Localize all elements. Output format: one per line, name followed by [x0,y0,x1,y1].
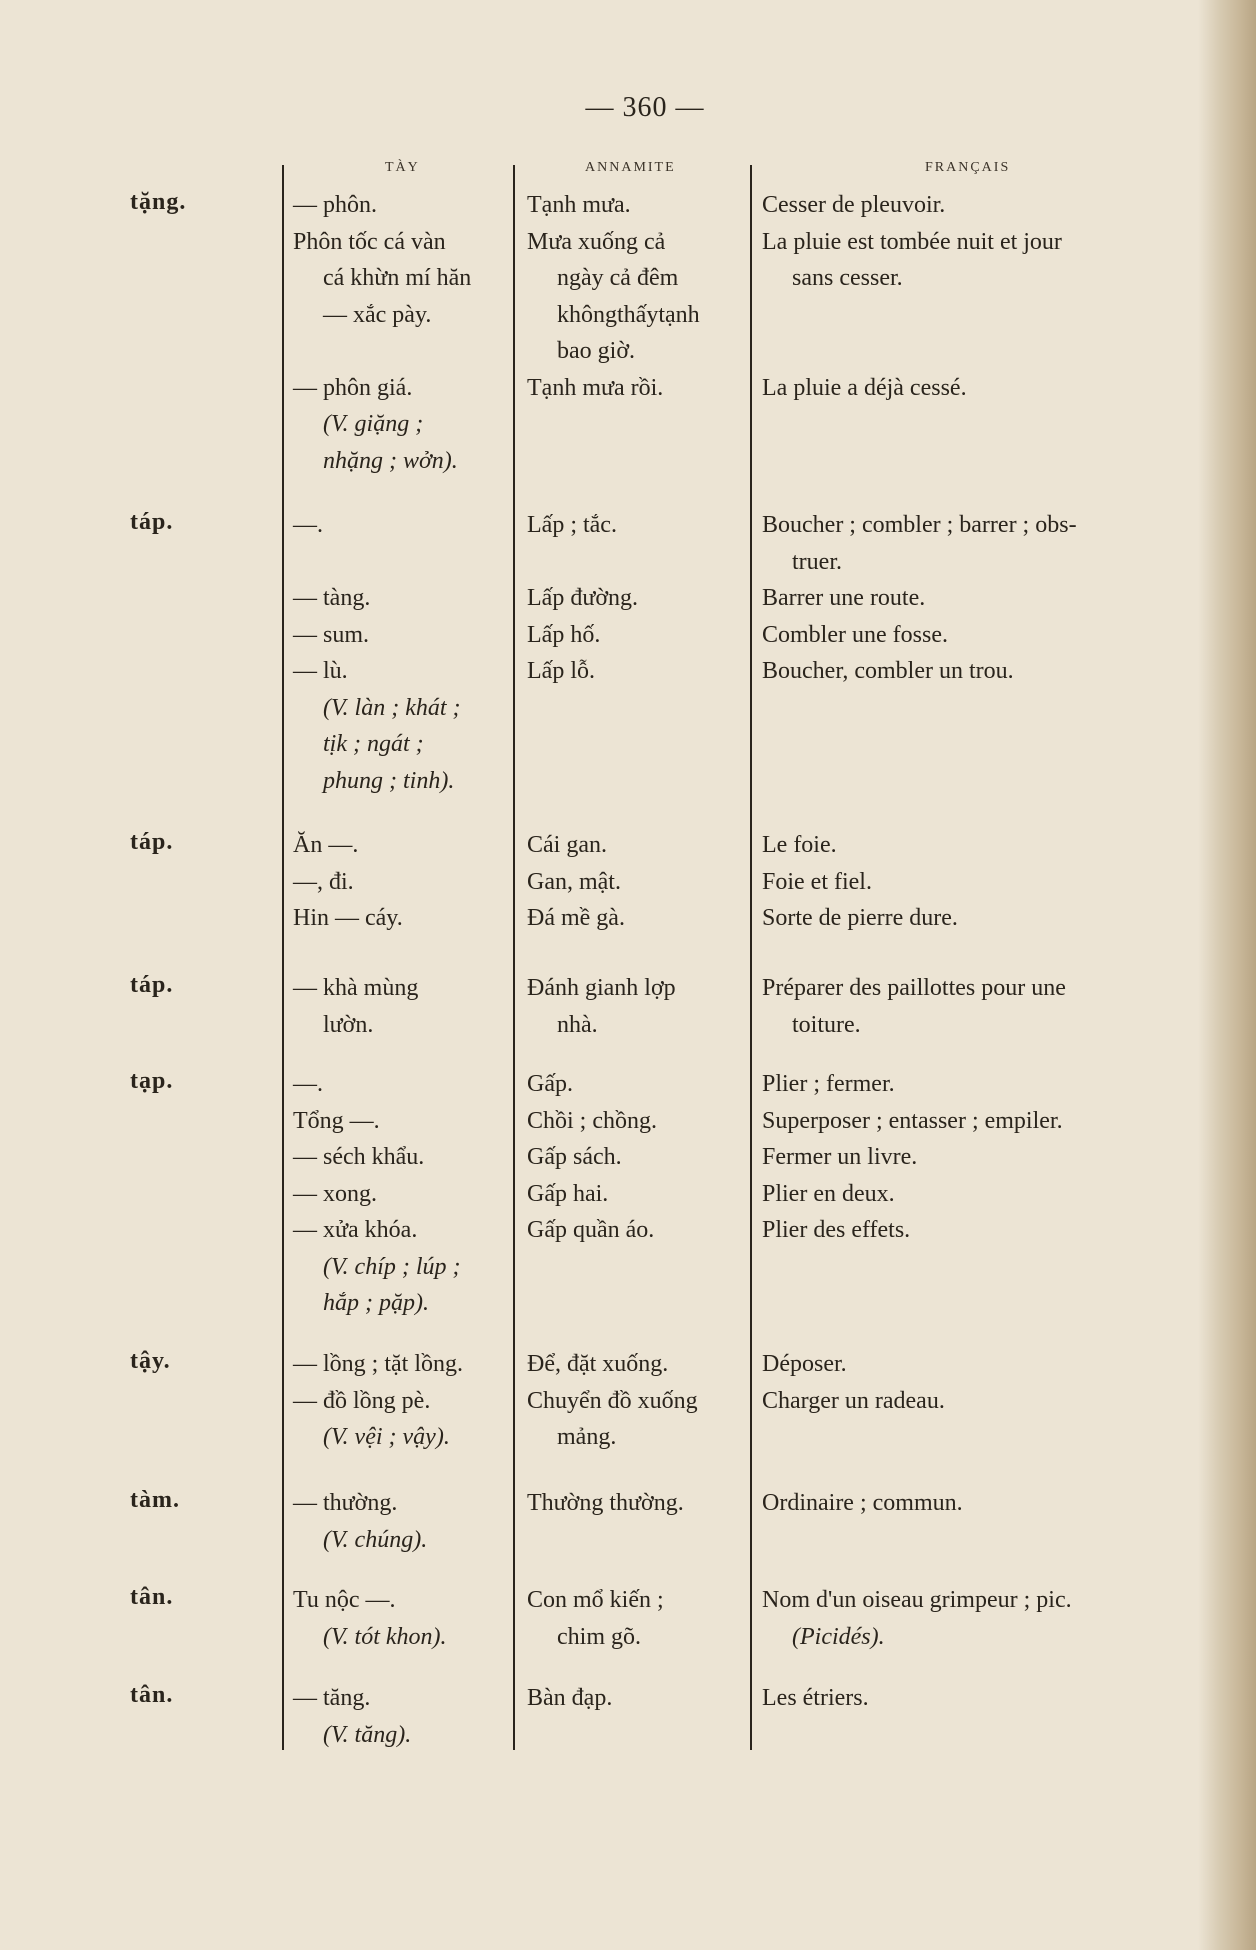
entry-headword: tạp. [130,1068,174,1094]
tay-line: — xửa khóa. [293,1217,418,1243]
tay-line: Hin — cáy. [293,905,403,931]
tay-cell [293,1066,505,1322]
annamite-line: Lấp hố. [527,621,601,648]
annamite-cell [527,970,745,1043]
annamite-cell [527,1680,745,1717]
francais-line: Plier ; fermer. [762,1071,895,1097]
tay-line: Tổng —. [293,1107,380,1134]
annamite-line [527,544,745,581]
tay-line: — tàng. [293,585,371,611]
francais-line: Superposer ; entasser ; empiler. [762,1107,1063,1134]
francais-cell [762,1582,1192,1655]
annamite-line: Gan, mật. [527,868,621,895]
francais-line: Ordinaire ; commun. [762,1490,963,1516]
francais-line [762,297,1192,334]
francais-cell [762,1066,1192,1249]
francais-cell [762,187,1192,406]
page-edge [1198,0,1256,1950]
annamite-cell [527,1346,745,1456]
tay-cell [293,970,505,1043]
entry-headword: tân. [130,1584,174,1610]
tay-line: Tu nộc —. [293,1587,396,1613]
entry-headword: tàm. [130,1487,180,1513]
tay-line: — xong. [293,1180,377,1207]
annamite-cell [527,507,745,690]
francais-line: Le foie. [762,832,837,858]
tay-see-also: (V. tăng). [323,1721,412,1748]
tay-see-also: (V. giặng ; [323,411,424,437]
entry-headword: tặng. [130,189,187,215]
tay-line: lườn. [323,1011,374,1038]
annamite-line: Đá mề gà. [527,905,625,931]
tay-line: — đồ lồng pè. [293,1387,431,1414]
francais-line: Boucher ; combler ; barrer ; obs- [762,512,1077,538]
column-header-annamite: ANNAMITE [585,160,676,175]
annamite-line: ngày cả đêm [557,265,679,291]
francais-line: Barrer une route. [762,585,926,611]
francais-line: La pluie a déjà cessé. [762,374,967,401]
entry-headword: táp. [130,829,174,855]
annamite-line: Lấp ; tắc. [527,512,617,538]
annamite-line: Chồi ; chồng. [527,1107,657,1134]
annamite-line: Gấp quần áo. [527,1217,655,1243]
francais-line: Combler une fosse. [762,621,948,648]
page-number: — 360 — [585,92,705,123]
tay-line: Phôn tốc cá vàn [293,228,446,255]
entry-headword: táp. [130,509,174,535]
tay-see-also: (V. làn ; khát ; [323,694,461,721]
entry-headword: tậy. [130,1348,171,1374]
tay-cell [293,1680,505,1753]
annamite-line: Để, đặt xuống. [527,1351,669,1377]
tay-cell [293,1485,505,1558]
francais-line: Plier en deux. [762,1180,895,1207]
annamite-line: Con mổ kiến ; [527,1587,664,1613]
francais-line: Les étriers. [762,1685,869,1711]
annamite-line: Thường thường. [527,1490,684,1516]
francais-line [762,333,1192,370]
francais-line: toiture. [792,1011,861,1038]
annamite-cell [527,1066,745,1249]
tay-line: — phôn. [293,192,377,218]
tay-see-also: (V. chíp ; lúp ; [323,1253,461,1280]
entry-headword: tân. [130,1682,174,1708]
annamite-line: Chuyển đồ xuống [527,1387,698,1414]
francais-line: Préparer des paillottes pour une [762,975,1066,1001]
tay-line: — tăng. [293,1685,371,1711]
tay-line: —, đi. [293,868,354,895]
column-divider-middle [513,165,515,1750]
francais-line: (Picidés). [792,1623,885,1650]
annamite-line: bao giờ. [557,338,636,364]
tay-line [293,544,505,581]
tay-cell [293,1346,505,1456]
francais-line: Foie et fiel. [762,868,872,895]
annamite-line: nhà. [557,1011,598,1038]
annamite-line: Lấp đường. [527,585,639,611]
annamite-cell [527,187,745,406]
tay-line: — lồng ; tặt lồng. [293,1351,463,1377]
tay-line: — phôn giá. [293,374,413,401]
tay-line [293,333,505,370]
annamite-line: Gấp. [527,1071,573,1097]
annamite-line: Bàn đạp. [527,1685,613,1711]
tay-see-also: nhặng ; wởn). [323,447,458,474]
francais-line: Charger un radeau. [762,1387,945,1414]
francais-cell [762,1346,1192,1419]
tay-line: — lù. [293,658,348,684]
francais-cell [762,1680,1192,1717]
tay-see-also: hắp ; pặp). [323,1290,429,1316]
francais-cell [762,507,1192,690]
tay-cell [293,1582,505,1655]
tay-cell [293,827,505,937]
annamite-line: Cái gan. [527,832,607,858]
tay-line: —. [293,512,323,538]
francais-cell [762,827,1192,937]
francais-line: Fermer un livre. [762,1144,918,1170]
tay-line: — sum. [293,621,370,648]
francais-cell [762,970,1192,1043]
tay-line: —. [293,1071,323,1097]
francais-line: Sorte de pierre dure. [762,905,958,931]
annamite-cell [527,827,745,937]
column-header-tay: TÀY [385,160,420,175]
tay-see-also: (V. tót khon). [323,1623,447,1650]
annamite-line: Tạnh mưa rồi. [527,374,664,401]
entry-headword: táp. [130,972,174,998]
francais-line: Déposer. [762,1351,847,1377]
annamite-line: Lấp lỗ. [527,658,595,684]
francais-line: Cesser de pleuvoir. [762,192,946,218]
annamite-line: khôngthấytạnh [557,301,700,328]
tay-see-also: tịk ; ngát ; [323,731,424,757]
annamite-line: Mưa xuống cả [527,228,666,255]
francais-line: truer. [792,548,842,575]
annamite-line: chim gõ. [557,1623,641,1650]
tay-see-also: (V. vệi ; vậy). [323,1424,450,1450]
tay-cell [293,507,505,799]
tay-line: Ăn —. [293,832,359,858]
column-divider-left [282,165,284,1750]
tay-line: — séch khẩu. [293,1144,425,1170]
tay-see-also: phung ; tinh). [323,767,455,794]
annamite-cell [527,1485,745,1522]
francais-line: La pluie est tombée nuit et jour [762,228,1062,255]
tay-line: — xắc pày. [323,301,432,328]
annamite-line: Tạnh mưa. [527,192,631,218]
francais-line: sans cesser. [792,265,903,291]
tay-line: — thường. [293,1490,398,1516]
annamite-line: Đánh gianh lợp [527,975,676,1001]
column-header-francais: FRANÇAIS [925,160,1011,175]
column-divider-right [750,165,752,1750]
annamite-line: Gấp sách. [527,1144,622,1170]
annamite-line: Gấp hai. [527,1180,609,1207]
annamite-line: mảng. [557,1424,617,1450]
tay-line: — khà mùng [293,975,419,1001]
tay-cell [293,187,505,479]
francais-line: Boucher, combler un trou. [762,658,1014,684]
francais-line: Nom d'un oiseau grimpeur ; pic. [762,1587,1072,1613]
annamite-cell [527,1582,745,1655]
tay-see-also: (V. chúng). [323,1526,428,1553]
francais-cell [762,1485,1192,1522]
tay-line: cá khừn mí hăn [323,265,472,291]
francais-line: Plier des effets. [762,1217,911,1243]
